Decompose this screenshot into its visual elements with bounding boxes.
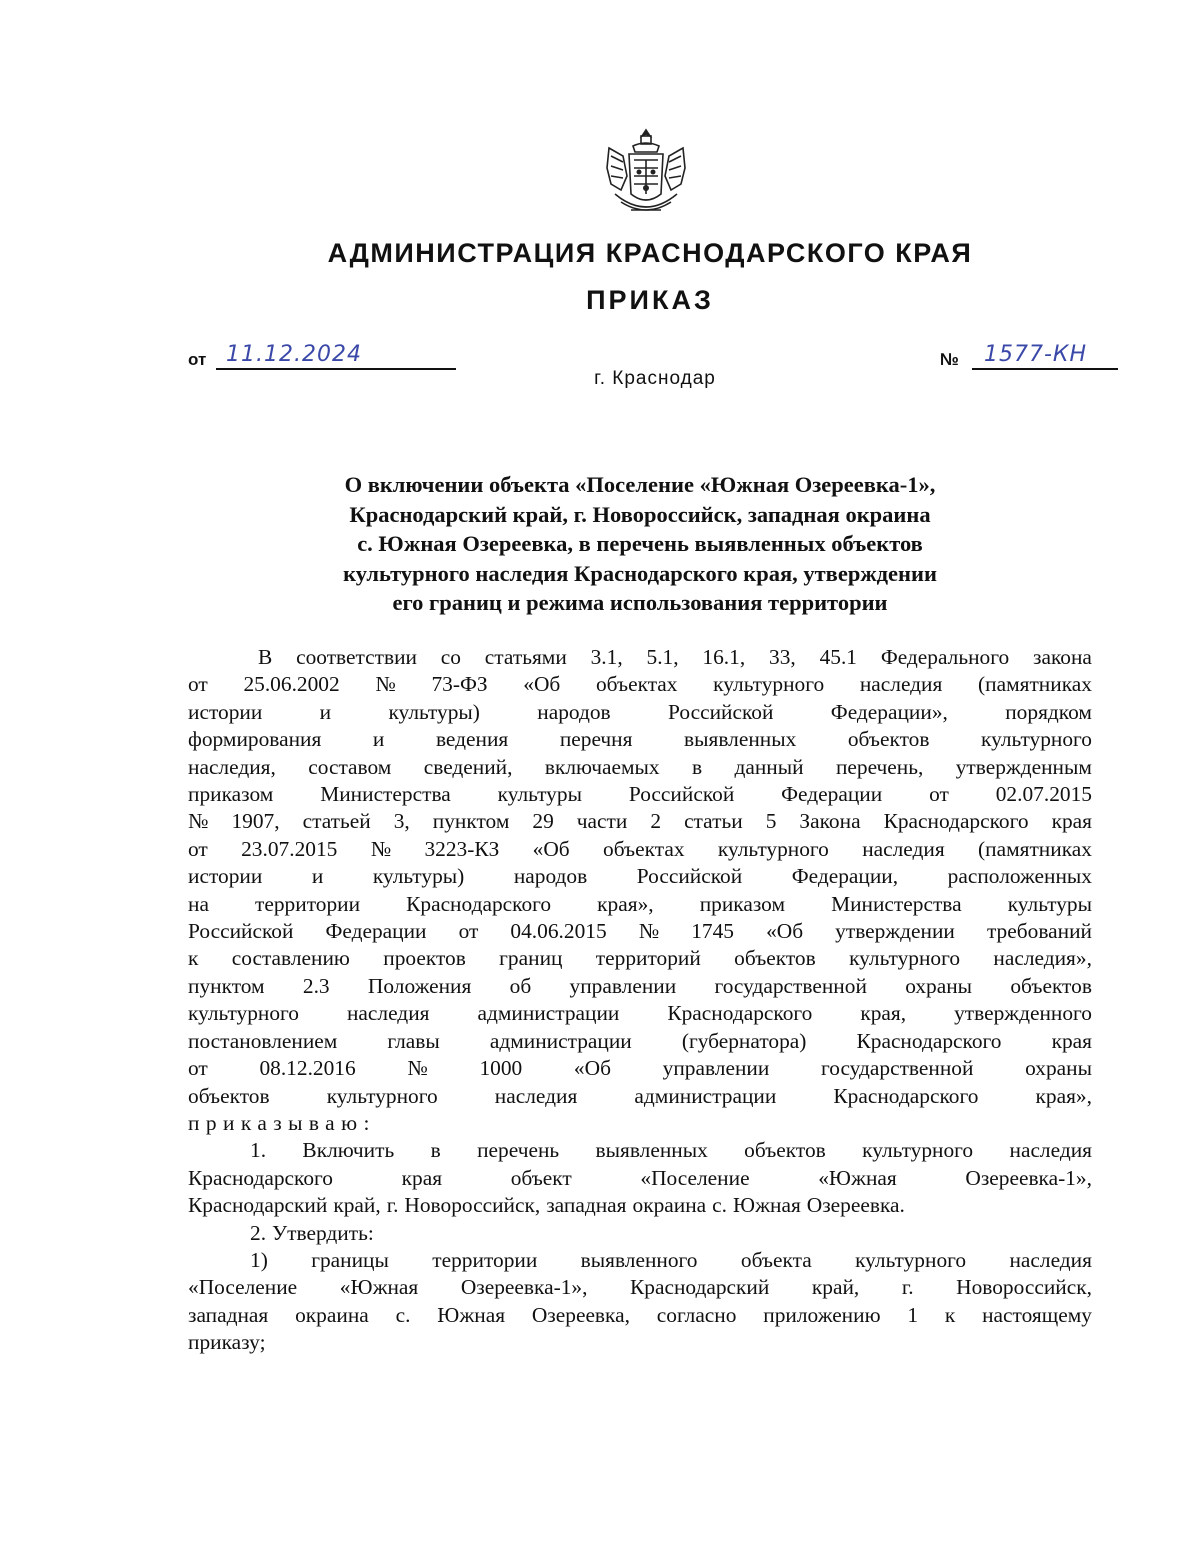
body-line: истории и культуры) народов Российской Федерации, расположенных: [188, 864, 1092, 889]
body-line: приказу;: [188, 1330, 266, 1355]
body-line: 1. Включить в перечень выявленных объектов культурного наследия: [250, 1138, 1092, 1163]
body-line: культурного наследия администрации Краснодарского края, утвержденного: [188, 1001, 1092, 1026]
body-line: пунктом 2.3 Положения об управлении государственной охраны объектов: [188, 973, 1092, 998]
subject-line: О включении объекта «Поселение «Южная Озереевка-1»,: [344, 472, 936, 497]
body-line: Краснодарский край, г. Новороссийск, западная окраина с. Южная Озереевка.: [188, 1193, 905, 1218]
subject-line: с. Южная Озереевка, в перечень выявленных объектов: [357, 531, 923, 556]
body-line: «Поселение «Южная Озереевка-1», Краснодарский край, г. Новороссийск,: [188, 1275, 1092, 1300]
body-line: от 08.12.2016 № 1000 «Об управлении государственной охраны: [188, 1056, 1092, 1081]
number-prefix: №: [940, 350, 959, 369]
subject-line: Краснодарский край, г. Новороссийск, западная окраина: [349, 501, 931, 527]
document-type: ПРИКАЗ: [586, 285, 714, 315]
body-line: на территории Краснодарского края», приказом Министерства культуры: [188, 891, 1092, 916]
body-line: 2. Утвердить:: [250, 1220, 374, 1245]
body-line: от 23.07.2015 № 3223-КЗ «Об объектах культурного наследия (памятниках: [188, 836, 1092, 861]
order-subject: [188, 470, 1092, 618]
body-line: Российской Федерации от 04.06.2015 № 1745 «Об утверждении требований: [188, 919, 1092, 944]
body-line: от 25.06.2002 № 73-ФЗ «Об объектах культурного наследия (памятниках: [188, 672, 1092, 697]
body-line: истории и культуры) народов Российской Федерации», порядком: [188, 699, 1092, 724]
body-line: западная окраина с. Южная Озереевка, согласно приложению 1 к настоящему: [188, 1302, 1092, 1327]
body-line: Краснодарского края объект «Поселение «Южная Озереевка-1»,: [188, 1165, 1092, 1190]
body-line: наследия, составом сведений, включаемых в данный перечень, утвержденным: [188, 754, 1092, 779]
subject-line: культурного наследия Краснодарского края, утверждении: [343, 560, 937, 586]
organization-title: АДМИНИСТРАЦИЯ КРАСНОДАРСКОГО КРАЯ: [327, 238, 973, 268]
coat-of-arms-icon: [601, 128, 691, 220]
body-line: объектов культурного наследия администрации Краснодарского края»,: [188, 1083, 1092, 1108]
body-line: № 1907, статьей 3, пунктом 29 части 2 статьи 5 Закона Краснодарского края: [188, 809, 1092, 834]
handwritten-date: 11.12.2024: [226, 342, 362, 367]
body-line: приказываю:: [188, 1110, 376, 1135]
body-line: 1) границы территории выявленного объекта культурного наследия: [250, 1247, 1092, 1272]
body-line: постановлением главы администрации (губернатора) Краснодарского края: [188, 1028, 1092, 1053]
order-body: [188, 644, 1092, 1357]
body-line: формирования и ведения перечня выявленных объектов культурного: [188, 727, 1092, 752]
subject-line: его границ и режима использования территории: [392, 590, 888, 615]
body-line: В соответствии со статьями 3.1, 5.1, 16.1, 33, 45.1 Федерального закона: [258, 645, 1092, 669]
city-label: г. Краснодар: [594, 368, 716, 389]
handwritten-number: 1577-КН: [984, 342, 1088, 367]
date-prefix: от: [188, 350, 207, 369]
body-line: приказом Министерства культуры Российской Федерации от 02.07.2015: [188, 782, 1092, 807]
body-line: к составлению проектов границ территорий объектов культурного наследия»,: [188, 946, 1092, 971]
